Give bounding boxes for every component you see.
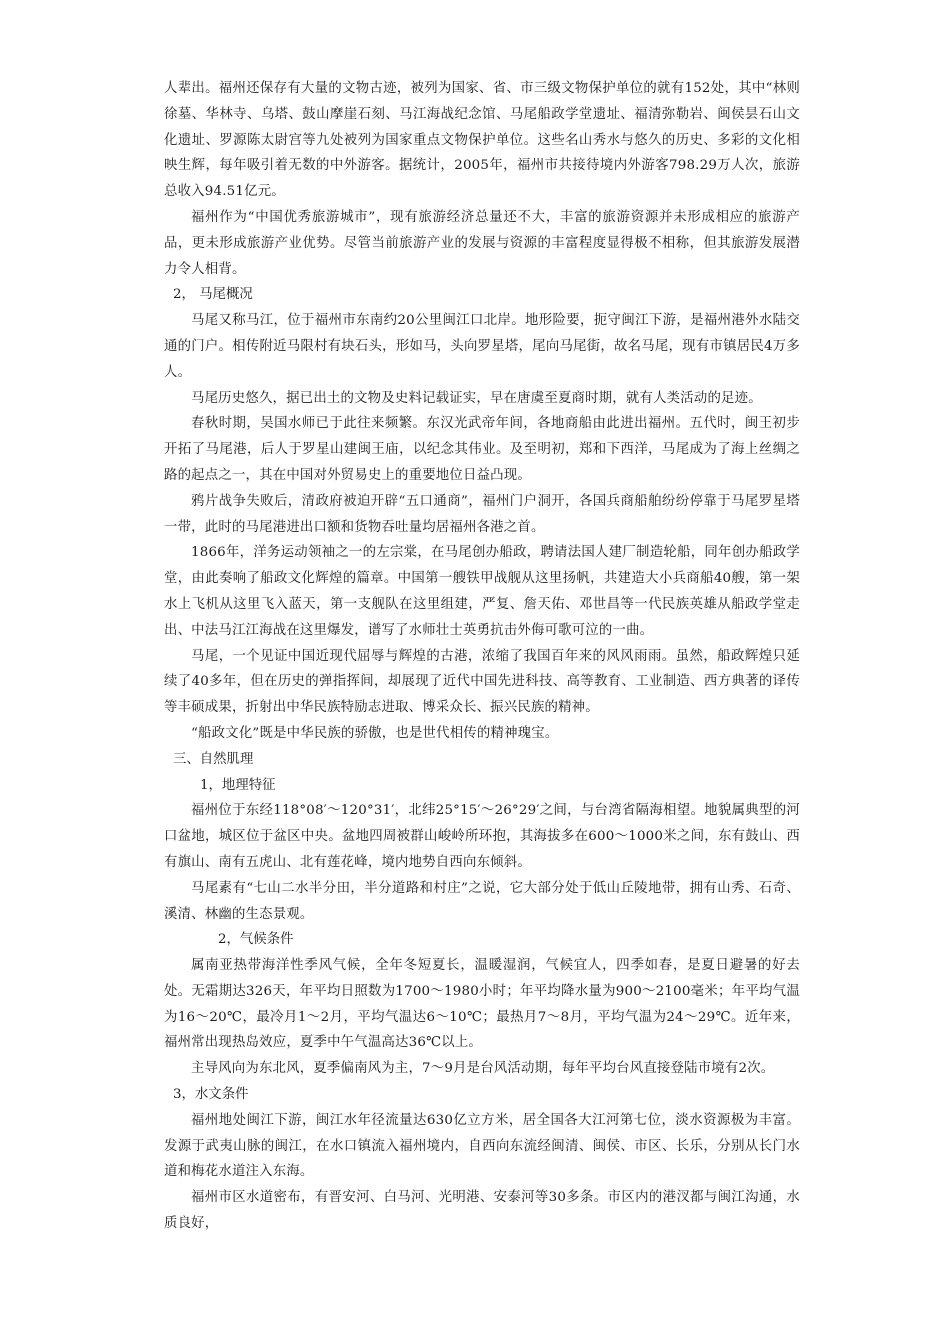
heading-geography: 1，地理特征: [200, 777, 276, 793]
paragraph-spring-autumn: 春秋时期，吴国水师已于此往来频繁。东汉光武帝年间，各地商船由此进出福州。五代时，闽王初步开拓了马尾港，后人于罗星山建闽王庙，以纪念其伟业。及至明初，郑和下西洋，马尾成为了海上丝绸之路的起点之一，其在中国对外贸易史上的重要地位日益凸现。: [164, 416, 800, 483]
paragraph-waterways: 福州市区水道密布，有晋安河、白马河、光明港、安泰河等30多条。市区内的港汊都与闽江沟通，水质良好，: [164, 1190, 800, 1232]
paragraph-mawei-terrain: 马尾素有“七山二水半分田，半分道路和村庄”之说，它大部分处于低山丘陵地带，拥有山秀、石奇、溪清、林幽的生态景观。: [164, 880, 800, 922]
document-page: [164, 76, 800, 1237]
paragraph-mawei-witness: 马尾，一个见证中国近现代屈辱与辉煌的古港，浓缩了我国百年来的风风雨雨。虽然，船政辉煌只延续了40多年，但在历史的弹指挥间，却展现了近代中国先进科技、高等教育、工业制造、西方典著的译传等丰硕成果，折射出中华民族特励志进取、博采众长、振兴民族的精神。: [164, 648, 800, 716]
heading-mawei-overview: 2， 马尾概况: [173, 287, 253, 303]
paragraph-cultural-relics: 人辈出。福州还保存有大量的文物古迹，被列为国家、省、市三级文物保护单位的就有152处，其中“林则徐墓、华林寺、乌塔、鼓山摩崖石刻、马江海战纪念馆、马尾船政学堂遗址、福清弥勒岩、闽侯昙石山文化遗址、罗源陈太尉宫等九处被列为国家重点文物保护单位。这些名山秀水与悠久的历史、多彩的文化相映生辉，每年吸引着无数的中外游客。据统计，2005年，福州市共接待境内外游客798.29万人次，旅游总收入94.51亿元。: [164, 81, 800, 200]
paragraph-tourism-city: 福州作为“中国优秀旅游城市”，现有旅游经济总量还不大，丰富的旅游资源并未形成相应的旅游产品，更未形成旅游产业优势。尽管当前旅游产业的发展与资源的丰富程度显得极不相称，但其旅游发展潜力令人相背。: [164, 209, 800, 277]
paragraph-wind: 主导风向为东北风，夏季偏南风为主，7～9月是台风活动期，每年平均台风直接登陆市境有2次。: [191, 1061, 775, 1077]
paragraph-climate: 属南亚热带海洋性季风气候，全年冬短夏长，温暖湿润，气候宜人，四季如春，是夏日避暑的好去处。无霜期达326天，年平均日照数为1700～1980小时；年平均降水量为900～2100毫米；年平均气温为16～20℃，最冷月1～2月，平均气温达6～10℃；最热月7～8月，平均气温为24～29℃。近年来，福州常出现热岛效应，夏季中午气温高达36℃以上。: [164, 958, 800, 1051]
paragraph-hydrology: 福州地处闽江下游，闽江水年径流量达630亿立方米，居全国各大江河第七位，淡水资源极为丰富。发源于武夷山脉的闽江，在水口镇流入福州境内，自西向东流经闽清、闽侯、市区、长乐，分别从长门水道和梅花水道注入东海。: [164, 1112, 800, 1180]
paragraph-mawei-history: 马尾历史悠久，据已出土的文物及史料记载证实，早在唐虞至夏商时期，就有人类活动的足迹。: [191, 390, 762, 406]
paragraph-shipping-culture: “船政文化”既是中华民族的骄傲，也是世代相传的精神瑰宝。: [191, 725, 559, 741]
paragraph-geography: 福州位于东经118°08′～120°31′，北纬25°15′～26°29′之间，与台湾省隔海相望。地貌属典型的河口盆地，城区位于盆区中央。盆地四周被群山峻岭所环抱，其海拔多在600～1000米之间，东有鼓山、西有旗山、南有五虎山、北有莲花峰，境内地势自西向东倾斜。: [164, 803, 800, 870]
paragraph-mawei-location: 马尾又称马江，位于福州市东南约20公里闽江口北岸。地形险要，扼守闽江下游，是福州港外水陆交通的门户。相传附近马限村有块石头，形如马，头向罗星塔，尾向马尾街，故名马尾，现有市镇居民4万多人。: [164, 313, 800, 380]
heading-hydrology: 3，水文条件: [173, 1087, 249, 1103]
paragraph-opium-war: 鸦片战争失败后，清政府被迫开辟“五口通商”，福州门户洞开，各国兵商船舶纷纷停靠于马尾罗星塔一带，此时的马尾港进出口额和货物吞吐量均居福州各港之首。: [164, 493, 800, 535]
heading-natural-texture: 三、自然肌理: [173, 751, 254, 767]
paragraph-1866: 1866年，洋务运动领袖之一的左宗棠，在马尾创办船政，聘请法国人建厂制造轮船，同年创办船政学堂，由此奏响了船政文化辉煌的篇章。中国第一艘铁甲战舰从这里扬帆，共建造大小兵商船40艘，第一架水上飞机从这里飞入蓝天，第一支舰队在这里组建，严复、詹天佑、邓世昌等一代民族英雄从船政学堂走出、中法马江江海战在这里爆发，谱写了水师壮士英勇抗击外侮可歌可泣的一曲。: [164, 545, 800, 638]
heading-climate: 2，气候条件: [218, 932, 294, 948]
